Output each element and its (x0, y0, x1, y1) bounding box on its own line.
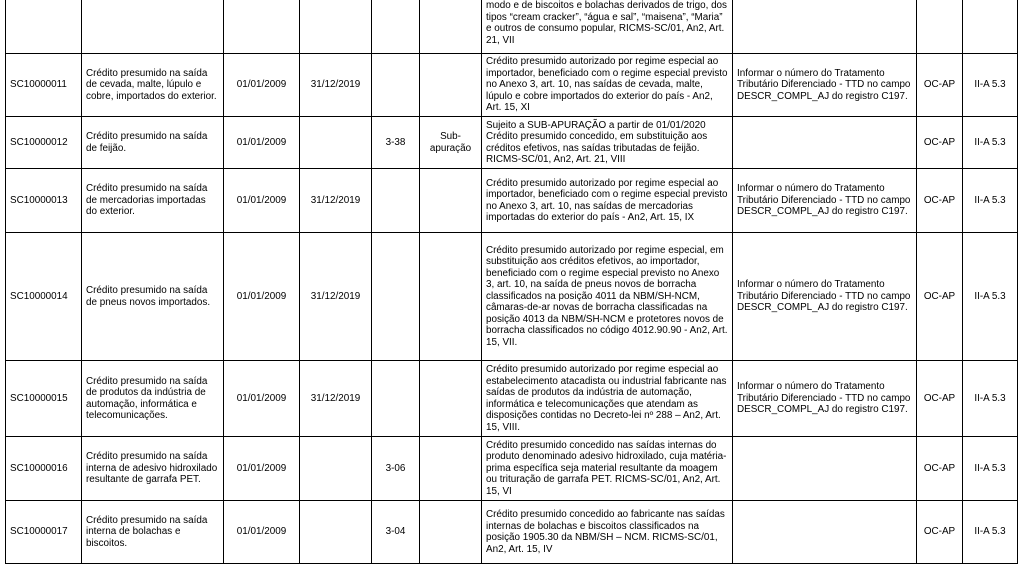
table-row (6, 0, 1018, 54)
start-date-cell: 01/01/2009 (224, 361, 300, 437)
item-cell: II-A 5.3 (963, 233, 1018, 361)
legal-basis-cell: Crédito presumido concedido nas saídas internas do produto denominado adesivo hidroxilado, cuja matéria-prima específica seja material resultante da moagem ou trituração de garrafa PET. RICMS-SC/01, An2, Art. 15, VI (482, 437, 733, 501)
reference-cell (372, 54, 420, 117)
end-date-cell (300, 0, 372, 54)
table-row (6, 437, 1018, 501)
start-date-cell (224, 0, 300, 54)
code-cell (6, 0, 82, 54)
end-date-cell: 31/12/2019 (300, 233, 372, 361)
item-cell: II-A 5.3 (963, 54, 1018, 117)
end-date-cell (300, 117, 372, 169)
description-cell: Crédito presumido na saída de feijão. (82, 117, 224, 169)
note-cell: Sub-apuração (420, 117, 482, 169)
reference-cell (372, 169, 420, 233)
legal-basis-cell: Crédito presumido concedido ao fabricante nas saídas internas de bolachas e biscoitos classificados na posição 1905.30 da NBM/SH – NCM. RICMS-SC/01, An2, Art. 15, IV (482, 501, 733, 564)
start-date-cell: 01/01/2009 (224, 169, 300, 233)
end-date-cell: 31/12/2019 (300, 169, 372, 233)
observation-cell (733, 437, 917, 501)
reference-cell (372, 0, 420, 54)
code-cell: SC10000016 (6, 437, 82, 501)
description-cell: Crédito presumido na saída de cevada, malte, lúpulo e cobre, importados do exterior. (82, 54, 224, 117)
code-cell: SC10000014 (6, 233, 82, 361)
observation-cell (733, 0, 917, 54)
code-cell: SC10000011 (6, 54, 82, 117)
description-cell: Crédito presumido na saída de produtos da indústria de automação, informática e telecomunicações. (82, 361, 224, 437)
item-cell: II-A 5.3 (963, 117, 1018, 169)
description-cell: Crédito presumido na saída interna de bolachas e biscoitos. (82, 501, 224, 564)
type-cell: OC-AP (917, 117, 963, 169)
observation-cell: Informar o número do Tratamento Tributário Diferenciado - TTD no campo DESCR_COMPL_AJ do registro C197. (733, 233, 917, 361)
start-date-cell: 01/01/2009 (224, 233, 300, 361)
code-cell: SC10000017 (6, 501, 82, 564)
note-cell (420, 233, 482, 361)
item-cell: II-A 5.3 (963, 361, 1018, 437)
code-cell: SC10000013 (6, 169, 82, 233)
legal-basis-cell: Crédito presumido autorizado por regime especial, em substituição aos créditos efetivos, ao importador, beneficiado com o regime especial previsto no Anexo 3, art. 10, na saída de pneus novos de borracha classificados na posição 4011 da NBM/SH-NCM, câmaras-de-ar novas de borracha classificadas na posição 4013 da NBM/SH-NCM e protetores novos de borracha classificados no código 4012.90.90 - An2, Art. 15, VII. (482, 233, 733, 361)
legal-basis-cell: Crédito presumido autorizado por regime especial ao estabelecimento atacadista ou industrial fabricante nas saídas de produtos da indústria de automação, informática e telecomunicações que atendam as disposições contidas no Decreto-lei nº 288 – An2, Art. 15, VIII. (482, 361, 733, 437)
type-cell: OC-AP (917, 361, 963, 437)
type-cell: OC-AP (917, 233, 963, 361)
description-cell (82, 0, 224, 54)
note-cell (420, 501, 482, 564)
item-cell: II-A 5.3 (963, 437, 1018, 501)
legal-basis-cell: Crédito presumido autorizado por regime especial ao importador, beneficiado com o regime especial previsto no Anexo 3, art. 10, nas saídas de cevada, malte, lúpulo e cobre importados do exterior do país - An2, Art. 15, XI (482, 54, 733, 117)
table-row (6, 233, 1018, 361)
type-cell: OC-AP (917, 437, 963, 501)
note-cell (420, 0, 482, 54)
adjustment-codes-table (5, 0, 1018, 564)
legal-basis-cell: Crédito presumido autorizado por regime especial ao importador, beneficiado com o regime especial previsto no Anexo 3, art. 10, nas saídas de mercadorias importadas do exterior do país - An2, Art. 15, IX (482, 169, 733, 233)
table-row (6, 361, 1018, 437)
table-row (6, 117, 1018, 169)
table-row (6, 54, 1018, 117)
description-cell: Crédito presumido na saída interna de adesivo hidroxilado resultante de garrafa PET. (82, 437, 224, 501)
observation-cell (733, 501, 917, 564)
note-cell (420, 54, 482, 117)
reference-cell: 3-04 (372, 501, 420, 564)
start-date-cell: 01/01/2009 (224, 54, 300, 117)
reference-cell (372, 361, 420, 437)
type-cell: OC-AP (917, 54, 963, 117)
table-row (6, 501, 1018, 564)
observation-cell: Informar o número do Tratamento Tributário Diferenciado - TTD no campo DESCR_COMPL_AJ do registro C197. (733, 54, 917, 117)
start-date-cell: 01/01/2009 (224, 437, 300, 501)
end-date-cell: 31/12/2019 (300, 361, 372, 437)
code-cell: SC10000012 (6, 117, 82, 169)
type-cell: OC-AP (917, 169, 963, 233)
end-date-cell (300, 437, 372, 501)
item-cell: II-A 5.3 (963, 501, 1018, 564)
start-date-cell: 01/01/2009 (224, 117, 300, 169)
note-cell (420, 361, 482, 437)
table-body (6, 0, 1018, 564)
type-cell: OC-AP (917, 501, 963, 564)
type-cell (917, 0, 963, 54)
description-cell: Crédito presumido na saída de pneus novos importados. (82, 233, 224, 361)
code-cell: SC10000015 (6, 361, 82, 437)
observation-cell: Informar o número do Tratamento Tributário Diferenciado - TTD no campo DESCR_COMPL_AJ do registro C197. (733, 169, 917, 233)
item-cell (963, 0, 1018, 54)
start-date-cell: 01/01/2009 (224, 501, 300, 564)
note-cell (420, 437, 482, 501)
legal-basis-cell: Sujeito a SUB-APURAÇÃO a partir de 01/01/2020 Crédito presumido concedido, em substituição aos créditos efetivos, nas saídas tributadas de feijão. RICMS-SC/01, An2, Art. 21, VIII (482, 117, 733, 169)
note-cell (420, 169, 482, 233)
end-date-cell (300, 501, 372, 564)
table-row (6, 169, 1018, 233)
legal-basis-cell: modo e de biscoitos e bolachas derivados de trigo, dos tipos “cream cracker”, “água e sal”, “maisena”, “Maria” e outros de consumo popular, RICMS-SC/01, An2, Art. 21, VII (482, 0, 733, 54)
description-cell: Crédito presumido na saída de mercadorias importadas do exterior. (82, 169, 224, 233)
end-date-cell: 31/12/2019 (300, 54, 372, 117)
reference-cell (372, 233, 420, 361)
item-cell: II-A 5.3 (963, 169, 1018, 233)
observation-cell: Informar o número do Tratamento Tributário Diferenciado - TTD no campo DESCR_COMPL_AJ do registro C197. (733, 361, 917, 437)
reference-cell: 3-06 (372, 437, 420, 501)
observation-cell (733, 117, 917, 169)
reference-cell: 3-38 (372, 117, 420, 169)
